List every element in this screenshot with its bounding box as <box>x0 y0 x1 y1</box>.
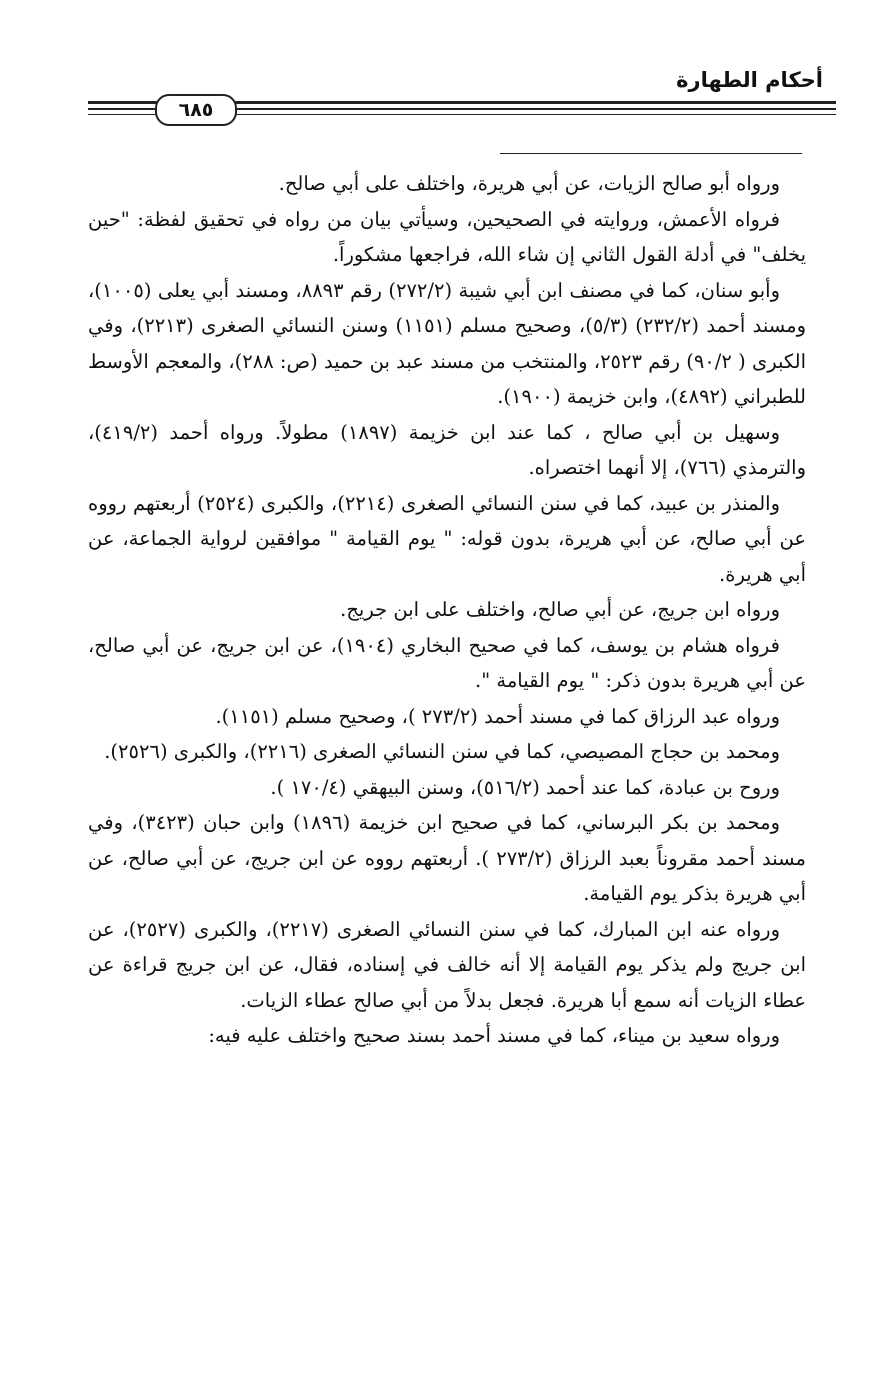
footnote-paragraph: وأبو سنان، كما في مصنف ابن أبي شيبة (٢٧٢/٢) رقم ٨٨٩٣، ومسند أبي يعلى (١٠٠٥)، ومسند أحمد (٢٣٢/٢) (٥/٣)، وصحيح مسلم (١١٥١) وسنن النسائي الصغرى (٢٢١٣)، وفي الكبرى ( ٩٠/٢) رقم ٢٥٢٣، والمنتخب من مسند عبد بن حميد (ص: ٢٨٨)، والمعجم الأوسط للطبراني (٤٨٩٢)، وابن خزيمة (١٩٠٠). <box>88 278 807 408</box>
footnote-body <box>88 166 806 1054</box>
footnote-paragraph: ورواه ابن جريج، عن أبي صالح، واختلف على ابن جريج. <box>340 598 780 621</box>
footnote-paragraph: فرواه هشام بن يوسف، كما في صحيح البخاري (١٩٠٤)، عن ابن جريج، عن أبي صالح، عن أبي هريرة بدون ذكر: " يوم القيامة ". <box>88 633 806 692</box>
footnote-paragraph: ورواه عبد الرزاق كما في مسند أحمد (٢٧٣/٢ )، وصحيح مسلم (١١٥١). <box>215 704 780 728</box>
footnote-paragraph: ورواه سعيد بن ميناء، كما في مسند أحمد بسند صحيح واختلف عليه فيه: <box>208 1024 780 1047</box>
footnote-paragraph: وروح بن عبادة، كما عند أحمد (٥١٦/٢)، وسنن البيهقي (١٧٠/٤ ). <box>270 775 780 799</box>
footnote-paragraph: ورواه أبو صالح الزيات، عن أبي هريرة، واختلف على أبي صالح. <box>278 172 780 195</box>
footnote-paragraph: ورواه عنه ابن المبارك، كما في سنن النسائي الصغرى (٢٢١٧)، والكبرى (٢٥٢٧)، عن ابن جريج ولم يذكر يوم القيامة إلا أنه خالف في إسناده، فقال، عن ابن جريج قراءة عن عطاء الزيات أنه سمع أبا هريرة. فجعل بدلاً من أبي صالح عطاء الزيات. <box>88 917 806 1012</box>
footnote-paragraph: فرواه الأعمش، وروايته في الصحيحين، وسيأتي بيان من رواه في تحقيق لفظة: "حين يخلف" في أدلة القول الثاني إن شاء الله، فراجعها مشكوراً. <box>88 207 806 266</box>
page-header <box>0 0 873 140</box>
footnote-paragraph: والمنذر بن عبيد، كما في سنن النسائي الصغرى (٢٢١٤)، والكبرى (٢٥٢٤) أربعتهم رووه عن أبي صالح، عن أبي هريرة، بدون قوله: " يوم القيامة " موافقين لرواية الجماعة، عن أبي هريرة. <box>88 491 806 586</box>
page-number: ٦٨٥ <box>155 94 237 126</box>
footnote-paragraph: وسهيل بن أبي صالح ، كما عند ابن خزيمة (١٨٩٧) مطولاً. ورواه أحمد (٤١٩/٢)، والترمذي (٧٦٦)، إلا أنهما اختصراه. <box>88 420 806 479</box>
book-title: أحكام الطهارة <box>676 68 823 92</box>
footnote-paragraph: ومحمد بن حجاج المصيصي، كما في سنن النسائي الصغرى (٢٢١٦)، والكبرى (٢٥٢٦). <box>104 740 780 763</box>
footnote-separator <box>500 153 802 154</box>
footnote-paragraph: ومحمد بن بكر البرساني، كما في صحيح ابن خزيمة (١٨٩٦) وابن حبان (٣٤٢٣)، وفي مسند أحمد مقروناً بعبد الرزاق (٢٧٣/٢ ). أربعتهم رووه عن ابن جريج، عن أبي صالح، عن أبي هريرة بذكر يوم القيامة. <box>88 811 807 905</box>
